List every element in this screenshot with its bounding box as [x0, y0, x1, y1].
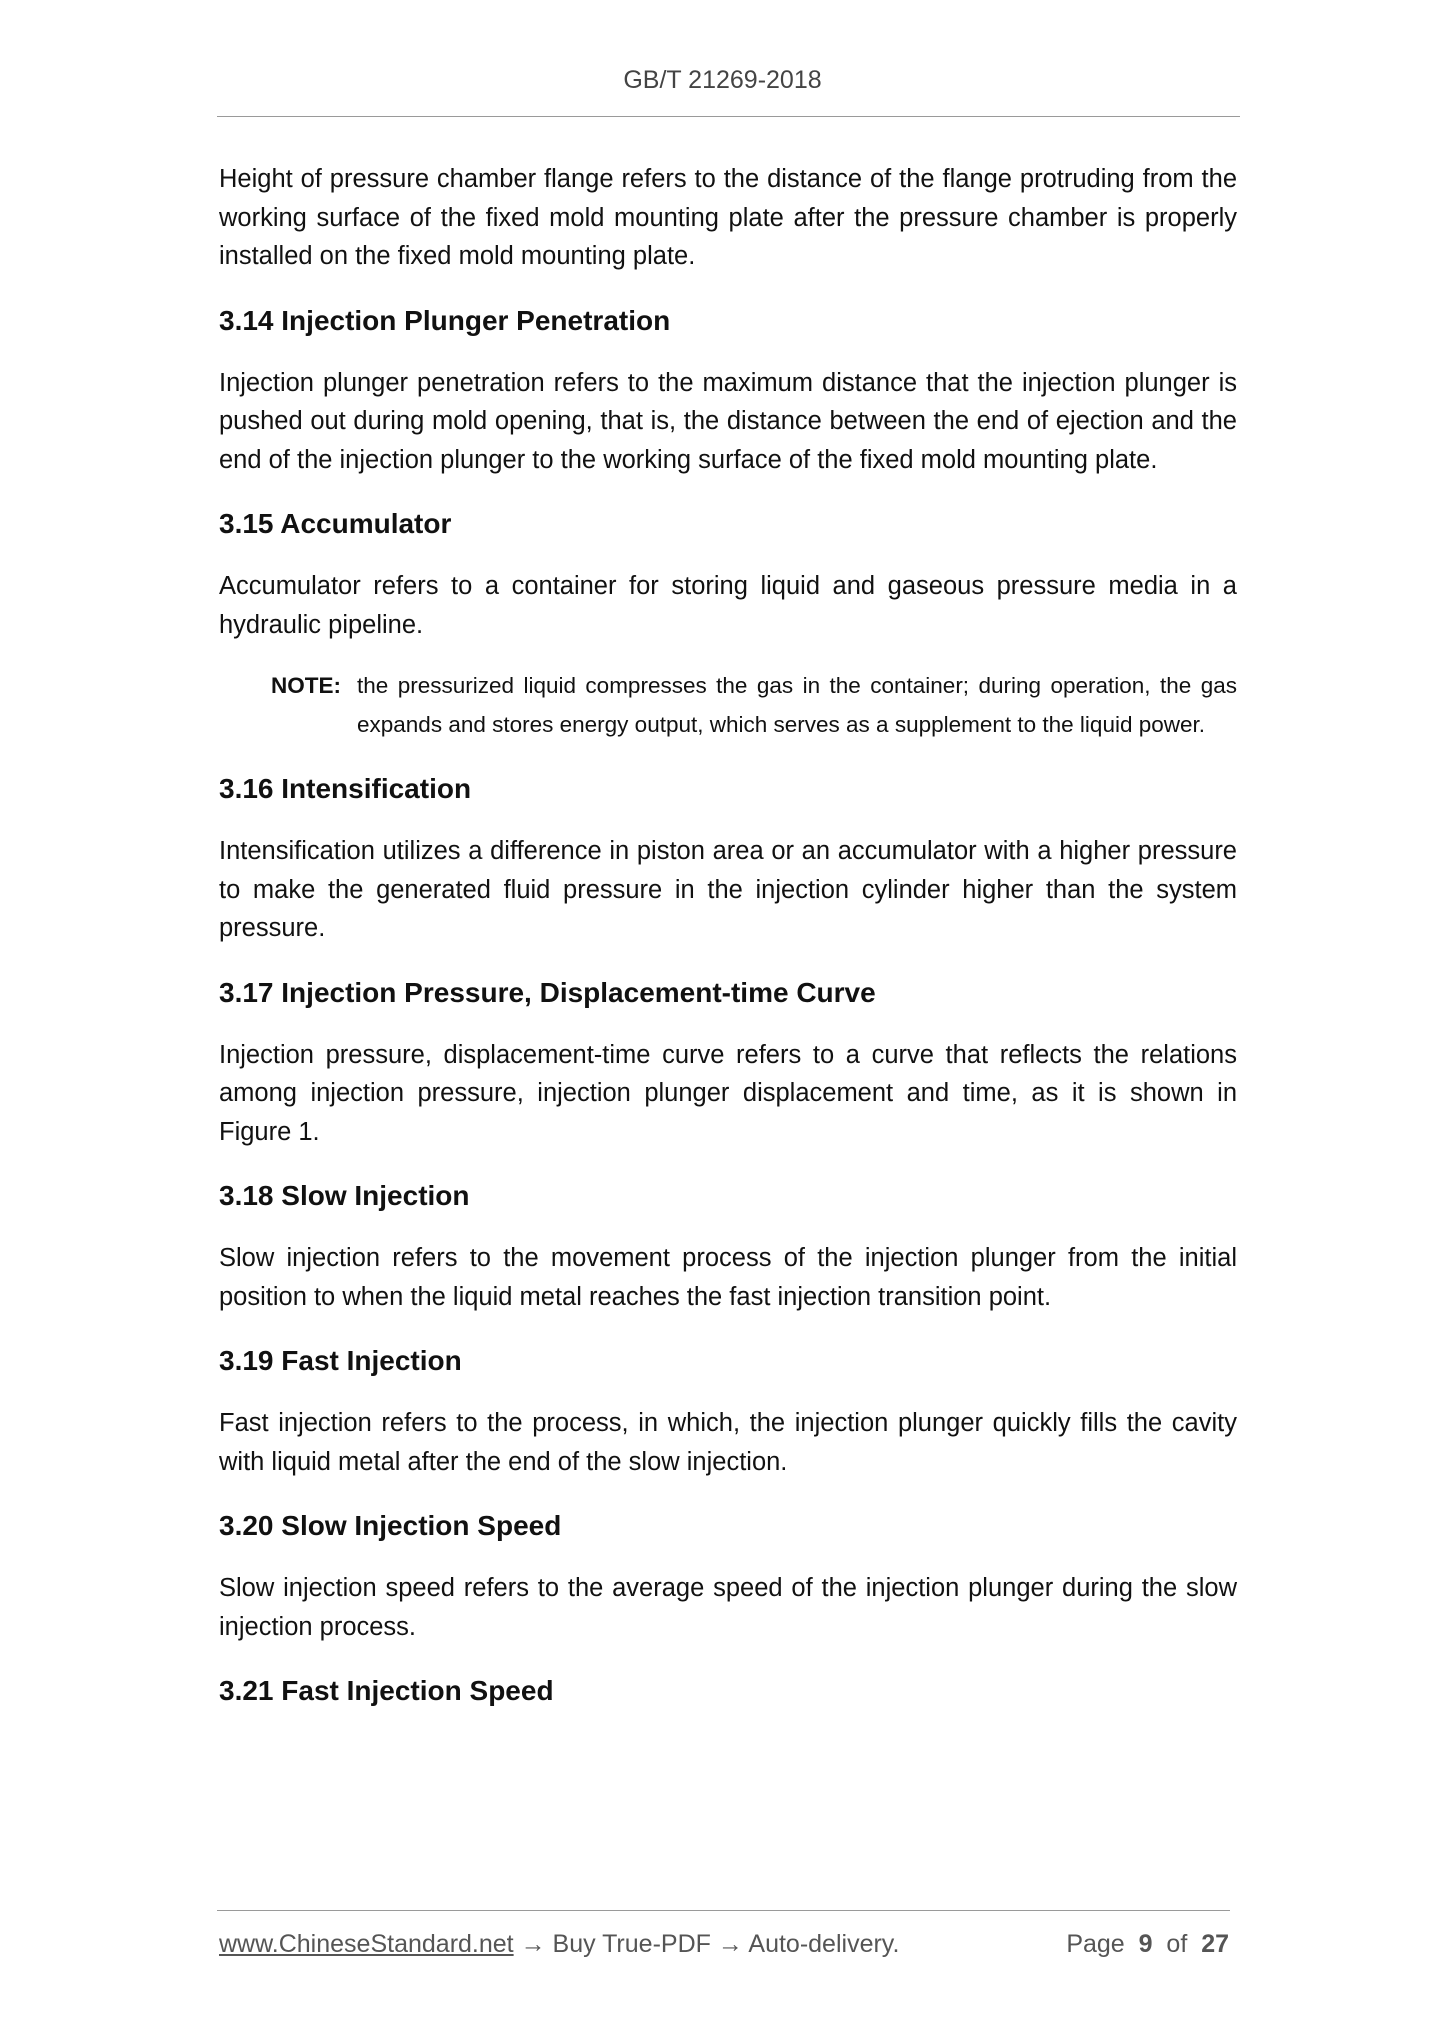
section-heading-3-17: 3.17 Injection Pressure, Displacement-time Curve [219, 976, 876, 1008]
page-indicator [1066, 1930, 1229, 1959]
section-body-3-17: Injection pressure, displacement-time curve refers to a curve that reflects the relations among injection pressure, injection plunger displacement and time, as it is shown in Figure 1. [219, 1040, 1237, 1146]
section-body-3-14: Injection plunger penetration refers to the maximum distance that the injection plunger is pushed out during mold opening, that is, the distance between the end of ejection and the end of the injection plunger to the working surface of the fixed mold mounting plate. [219, 368, 1237, 474]
document-body [219, 160, 1237, 1734]
website-link[interactable]: www.ChineseStandard.net [219, 1930, 514, 1958]
note-label: NOTE: [271, 673, 341, 698]
page-footer [219, 1930, 1229, 1959]
section-heading-3-20: 3.20 Slow Injection Speed [219, 1510, 562, 1541]
note-text: the pressurized liquid compresses the gas in the container; during operation, the gas expands and stores energy output, which serves as a supplement to the liquid power. [357, 673, 1237, 737]
section-heading-3-19: 3.19 Fast Injection [219, 1345, 462, 1376]
current-page-number: 9 [1138, 1930, 1153, 1958]
note-block [219, 667, 1237, 744]
section-heading-3-21: 3.21 Fast Injection Speed [219, 1675, 554, 1706]
total-pages: 27 [1201, 1930, 1229, 1958]
section-heading-3-18: 3.18 Slow Injection [219, 1180, 470, 1211]
page-word: Page [1066, 1930, 1125, 1958]
footer-divider [217, 1910, 1230, 1911]
section-body-3-15: Accumulator refers to a container for storing liquid and gaseous pressure media in a hydraulic pipeline. [219, 572, 1237, 639]
section-heading-3-14: 3.14 Injection Plunger Penetration [219, 304, 671, 336]
section-body-3-20: Slow injection speed refers to the average speed of the injection plunger during the slow injection process. [219, 1574, 1237, 1641]
header-divider [217, 116, 1240, 117]
footer-tagline: → Buy True-PDF → Auto-delivery. [513, 1930, 900, 1958]
of-word: of [1166, 1930, 1188, 1958]
section-body-3-19: Fast injection refers to the process, in which, the injection plunger quickly fills the cavity with liquid metal after the end of the slow injection. [219, 1409, 1237, 1476]
section-body-3-18: Slow injection refers to the movement process of the injection plunger from the initial position to when the liquid metal reaches the fast injection transition point. [219, 1244, 1237, 1311]
document-header-title: GB/T 21269-2018 [623, 66, 822, 94]
section-heading-3-16: 3.16 Intensification [219, 773, 472, 804]
section-heading-3-15: 3.15 Accumulator [219, 508, 452, 539]
intro-paragraph: Height of pressure chamber flange refers to the distance of the flange protruding from the working surface of the fixed mold mounting plate after the pressure chamber is properly installed on the fixed mold mounting plate. [219, 165, 1237, 270]
section-body-3-16: Intensification utilizes a difference in piston area or an accumulator with a higher pressure to make the generated fluid pressure in the injection cylinder higher than the system pressure. [219, 837, 1237, 942]
